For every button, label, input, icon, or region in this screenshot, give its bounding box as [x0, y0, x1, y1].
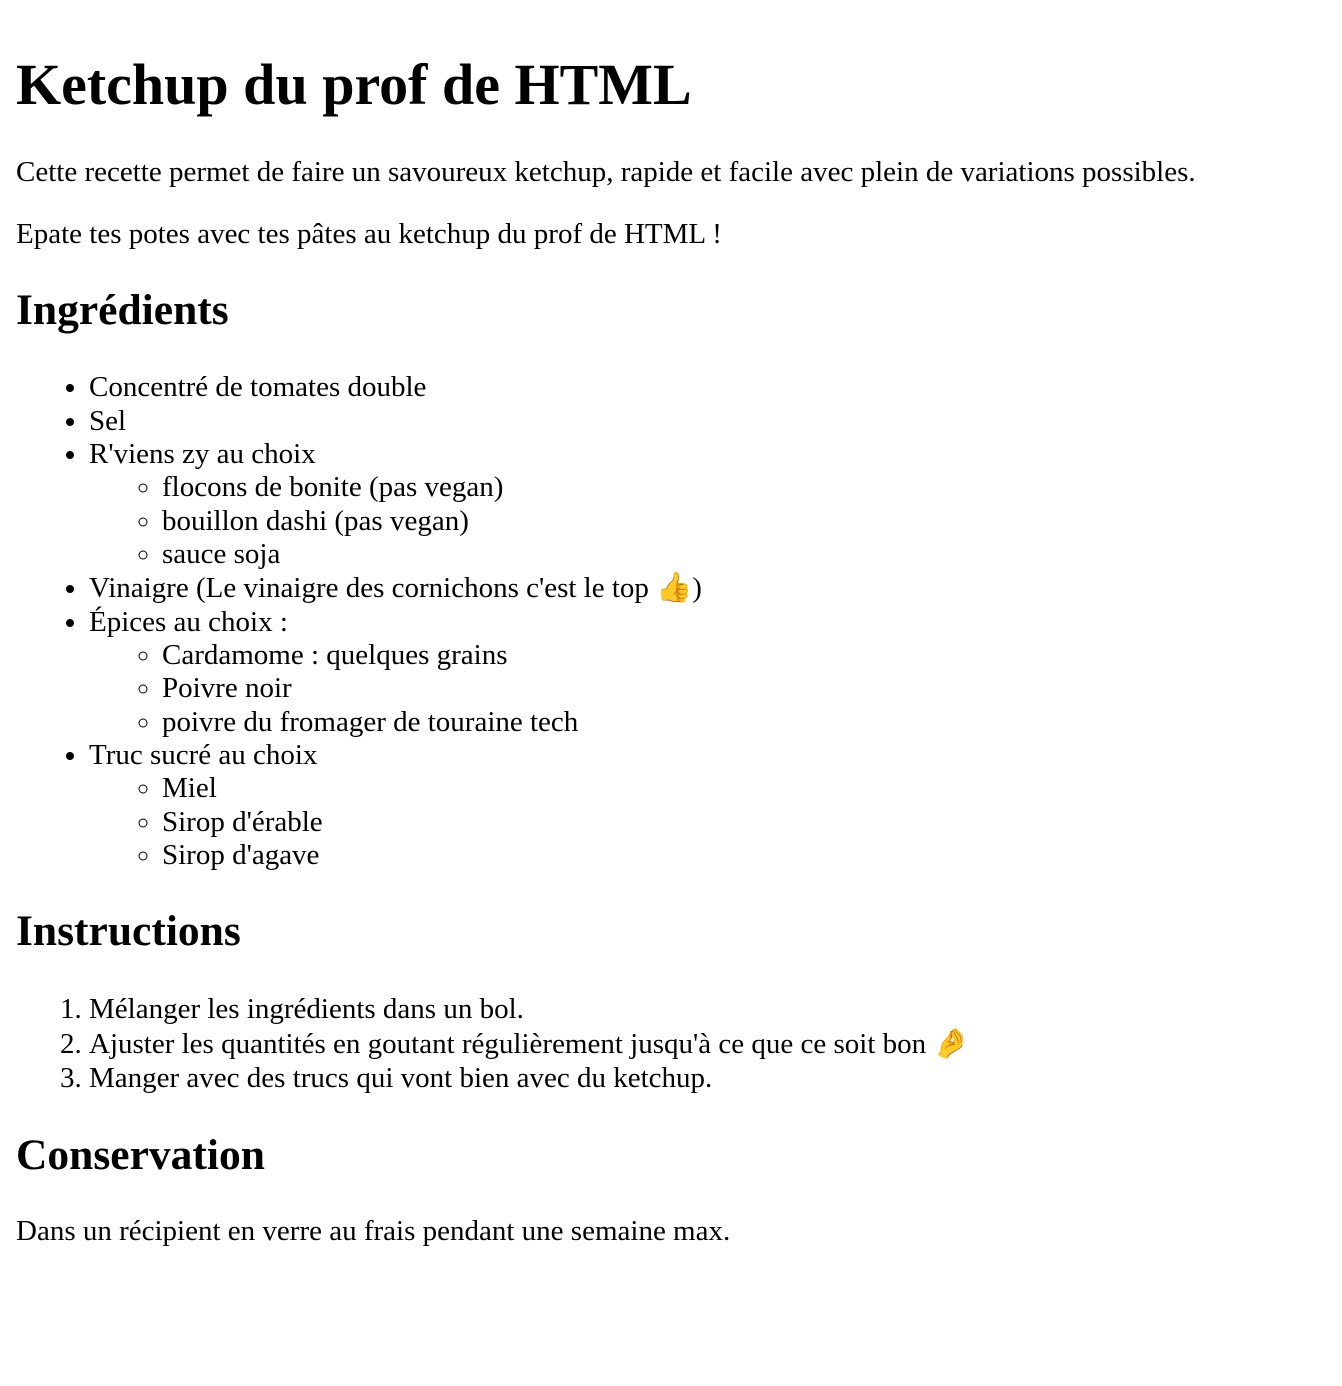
list-item [162, 505, 1326, 538]
ingredient-sublist [89, 471, 1326, 571]
ingredient-sub-label: poivre du fromager de touraine tech [162, 705, 579, 738]
intro-paragraph-2: Epate tes potes avec tes pâtes au ketchup du prof de HTML ! [16, 217, 722, 250]
list-item [89, 438, 1326, 571]
ingredient-sub-label: flocons de bonite (pas vegan) [162, 471, 504, 504]
ingredient-label: Vinaigre (Le vinaigre des cornichons c'est le top [89, 572, 657, 605]
conservation-text: Dans un récipient en verre au frais pendant une semaine max. [16, 1215, 731, 1248]
ingredient-label: Épices au choix : [89, 605, 288, 638]
ingredient-sub-label: Sirop d'érable [162, 805, 323, 838]
list-item [89, 992, 1326, 1026]
ingredient-sub-label: Sirop d'agave [162, 839, 320, 872]
page-title: Ketchup du prof de HTML [16, 51, 692, 117]
instruction-text: Mélanger les ingrédients dans un bol. [89, 993, 524, 1026]
ingredient-sublist [89, 772, 1326, 872]
section-heading-conservation: Conservation [16, 1130, 265, 1179]
list-item [89, 571, 1326, 605]
instruction-text: Manger avec des trucs qui vont bien avec du ketchup. [89, 1062, 713, 1095]
list-item [89, 371, 1326, 404]
ingredient-sub-label: Miel [162, 772, 217, 805]
instructions-list [16, 992, 1326, 1095]
list-item [162, 706, 1326, 739]
list-item [89, 739, 1326, 872]
ingredient-label: Concentré de tomates double [89, 371, 427, 404]
ingredient-sub-label: bouillon dashi (pas vegan) [162, 504, 469, 537]
ingredient-sub-label: Poivre noir [162, 672, 292, 705]
list-item [162, 538, 1326, 571]
ingredients-list [16, 371, 1326, 872]
list-item [89, 1027, 1326, 1061]
list-item [89, 405, 1326, 438]
list-item [162, 839, 1326, 872]
list-item [162, 639, 1326, 672]
intro-paragraph-1: Cette recette permet de faire un savoureux ketchup, rapide et facile avec plein de variations possibles. [16, 155, 1196, 188]
ingredient-label: Sel [89, 404, 127, 437]
ingredient-label: Truc sucré au choix [89, 739, 318, 772]
section-heading-instructions: Instructions [16, 907, 241, 956]
section-heading-ingredients: Ingrédients [16, 286, 229, 335]
list-item [89, 1061, 1326, 1095]
list-item [162, 772, 1326, 805]
ingredient-sub-label: sauce soja [162, 537, 281, 570]
ingredient-sub-label: Cardamome : quelques grains [162, 638, 508, 671]
list-item [162, 471, 1326, 504]
list-item [162, 806, 1326, 839]
ingredient-label-suffix: ) [692, 572, 702, 605]
pinched-fingers-icon: 🤌 [933, 1025, 970, 1060]
ingredient-label: R'viens zy au choix [89, 437, 316, 470]
thumbs-up-icon: 👍 [656, 570, 693, 605]
list-item [162, 672, 1326, 705]
list-item [89, 606, 1326, 739]
ingredient-sublist [89, 639, 1326, 739]
instruction-text: Ajuster les quantités en goutant régulièrement jusqu'à ce que ce soit bon [89, 1027, 934, 1060]
